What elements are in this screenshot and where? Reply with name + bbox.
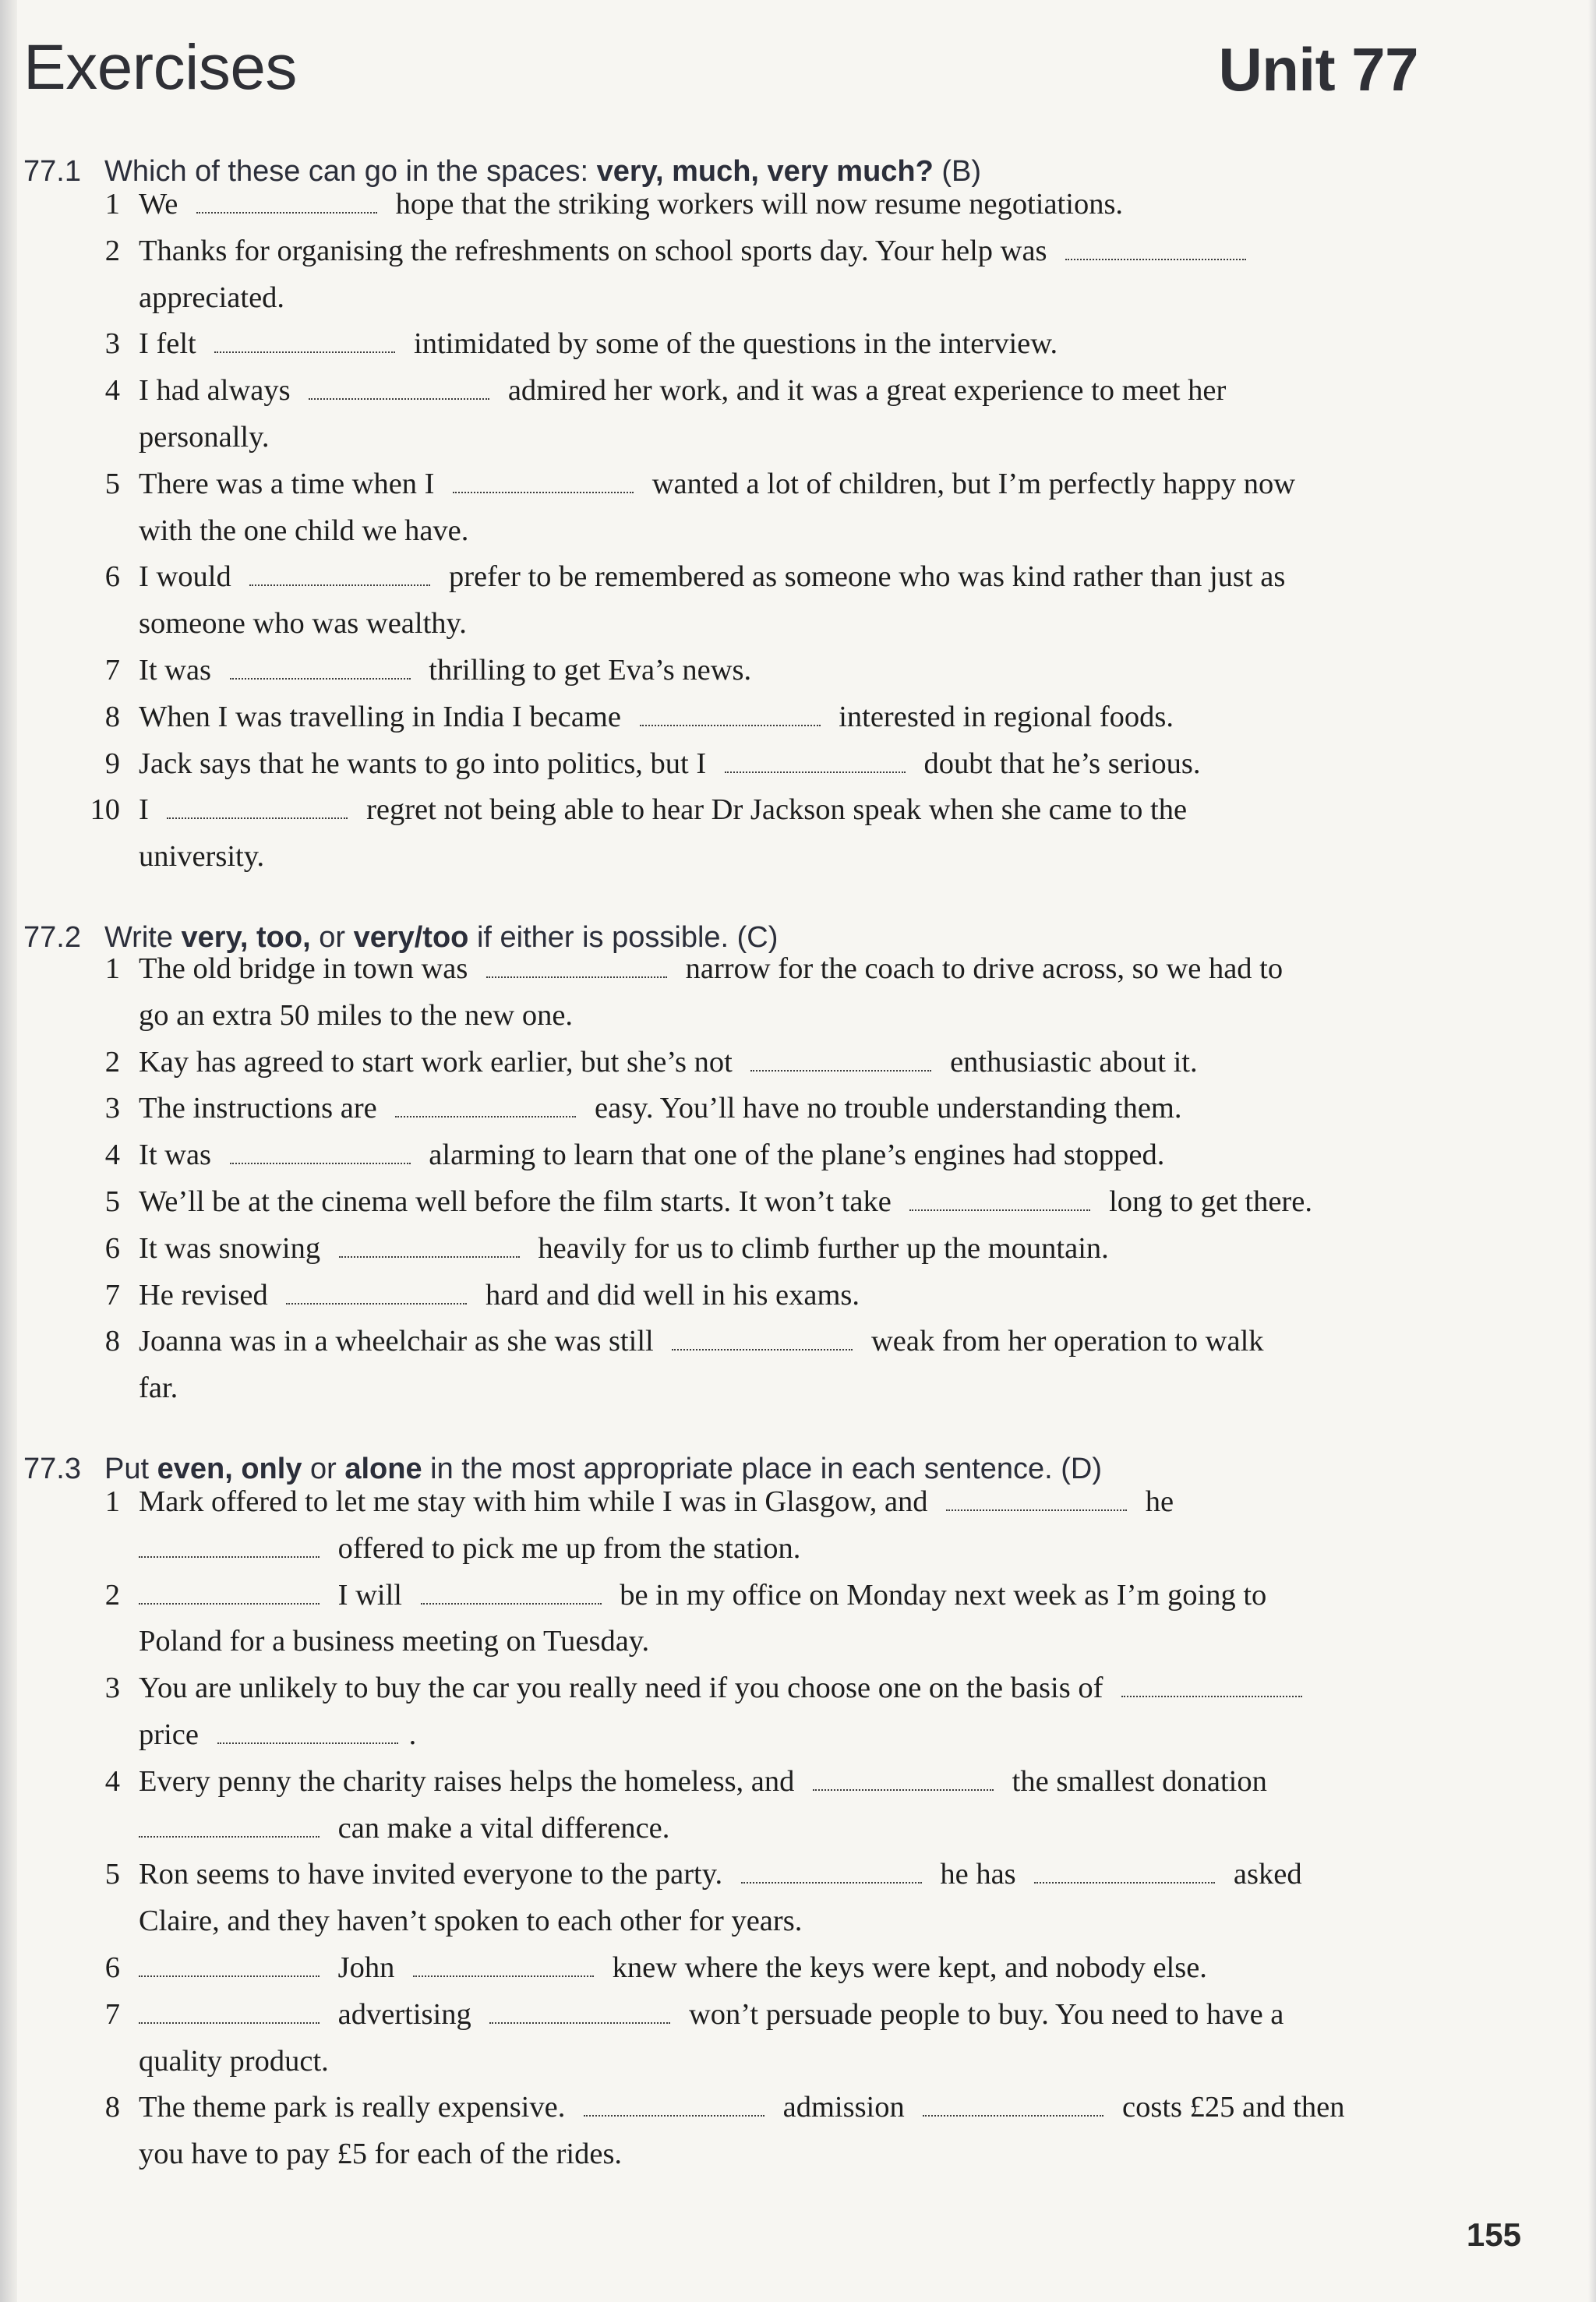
sentence-text: It was xyxy=(139,1139,219,1172)
sentence-text: university. xyxy=(139,840,265,874)
answer-blank[interactable] xyxy=(286,1280,467,1305)
sentence-text: won’t persuade people to buy. You need to have a xyxy=(681,1997,1284,2031)
exercise-number: 77.2 xyxy=(23,921,81,954)
item-number: 1 xyxy=(104,952,120,985)
sentence-text: easy. You’ll have no trouble understanding them. xyxy=(587,1092,1182,1125)
sentence-text: knew where the keys were kept, and nobody else. xyxy=(604,1951,1207,1984)
sentence-text: asked xyxy=(1226,1858,1302,1891)
sentence-continuation xyxy=(139,1527,800,1570)
sentence-text: We xyxy=(139,188,185,221)
sentence-text: offered to pick me up from the station. xyxy=(330,1531,801,1565)
answer-blank[interactable] xyxy=(413,1952,594,1977)
sentence-line xyxy=(139,1319,1264,1363)
item-number: 5 xyxy=(104,1185,120,1218)
sentence-continuation xyxy=(139,1899,802,1943)
sentence-text: admired her work, and it was a great experience to meet her xyxy=(500,374,1227,408)
item-number: 4 xyxy=(104,374,120,408)
item-number: 1 xyxy=(104,188,120,221)
sentence-line xyxy=(139,1273,860,1317)
sentence-text: The instructions are xyxy=(139,1092,385,1125)
sentence-line xyxy=(139,742,1200,786)
sentence-text: enthusiastic about it. xyxy=(942,1045,1198,1079)
sentence-text: Mark offered to let me stay with him while I was in Glasgow, and xyxy=(139,1485,936,1518)
sentence-line xyxy=(139,462,1295,506)
answer-blank[interactable] xyxy=(214,328,395,353)
sentence-text: We’ll be at the cinema well before the film starts. It won’t take xyxy=(139,1185,899,1218)
answer-blank[interactable] xyxy=(640,701,821,726)
sentence-continuation xyxy=(139,1713,416,1757)
item-number: 9 xyxy=(104,747,120,780)
item-number: 8 xyxy=(104,2091,120,2124)
item-number: 6 xyxy=(104,1951,120,1984)
answer-blank[interactable] xyxy=(395,1093,576,1117)
sentence-text: You are unlikely to buy the car you really need if you choose one on the basis of xyxy=(139,1672,1111,1705)
sentence-line xyxy=(139,322,1058,365)
item-number: 3 xyxy=(104,1092,120,1125)
answer-blank[interactable] xyxy=(217,1719,398,1744)
item-number: 7 xyxy=(104,654,120,687)
sentence-text: doubt that he’s serious. xyxy=(916,747,1201,780)
answer-blank[interactable] xyxy=(230,1139,411,1164)
sentence-continuation xyxy=(139,1366,178,1410)
sentence-text: I would xyxy=(139,560,239,594)
sentence-line xyxy=(139,555,1285,598)
sentence-line xyxy=(139,1480,1174,1523)
sentence-text: narrow for the coach to drive across, so we had to xyxy=(677,952,1284,985)
answer-blank[interactable] xyxy=(249,561,430,586)
answer-blank[interactable] xyxy=(750,1047,931,1072)
answer-blank[interactable] xyxy=(489,1999,670,2024)
answer-blank[interactable] xyxy=(230,655,411,680)
instruction-text: if either is possible. (C) xyxy=(468,921,779,954)
exercise-number: 77.1 xyxy=(23,155,81,188)
answer-blank[interactable] xyxy=(923,2092,1103,2117)
unit-label: Unit 77 xyxy=(1218,35,1418,104)
sentence-line xyxy=(139,648,751,692)
sentence-line xyxy=(139,1993,1284,2036)
sentence-continuation xyxy=(139,276,284,320)
answer-blank[interactable] xyxy=(584,2092,764,2117)
exercise-number: 77.3 xyxy=(23,1453,81,1485)
sentence-text: personally. xyxy=(139,421,270,454)
answer-blank[interactable] xyxy=(909,1186,1090,1211)
sentence-text: quality product. xyxy=(139,2044,329,2078)
keyword: very, much, very much? xyxy=(596,155,934,188)
sentence-text: with the one child we have. xyxy=(139,514,469,547)
sentence-line xyxy=(139,1040,1198,1084)
sentence-text: he has xyxy=(932,1858,1024,1891)
answer-blank[interactable] xyxy=(946,1486,1127,1511)
sentence-line xyxy=(139,1946,1207,1990)
sentence-text: be in my office on Monday next week as I’m going to xyxy=(612,1578,1267,1612)
sentence-text: long to get there. xyxy=(1101,1185,1312,1218)
sentence-text: Claire, and they haven’t spoken to each other for years. xyxy=(139,1905,803,1938)
answer-blank[interactable] xyxy=(139,1952,320,1977)
sentence-text: I will xyxy=(330,1578,410,1612)
answer-blank[interactable] xyxy=(139,1533,320,1558)
item-number: 10 xyxy=(90,793,120,827)
sentence-text: John xyxy=(330,1951,402,1984)
item-number: 5 xyxy=(104,1858,120,1891)
sentence-text: Kay has agreed to start work earlier, but she’s not xyxy=(139,1045,740,1079)
answer-blank[interactable] xyxy=(139,1580,320,1605)
item-number: 6 xyxy=(104,560,120,594)
sentence-continuation xyxy=(139,415,270,459)
sentence-line xyxy=(139,1086,1182,1130)
sentence-line xyxy=(139,1180,1312,1223)
sentence-text: advertising xyxy=(330,1997,479,2031)
sentence-text: thrilling to get Eva’s news. xyxy=(421,654,752,687)
answer-blank[interactable] xyxy=(167,794,348,819)
keyword: alone xyxy=(344,1453,422,1485)
instruction-text: (B) xyxy=(933,155,982,188)
answer-blank[interactable] xyxy=(139,1813,320,1838)
item-number: 2 xyxy=(104,1045,120,1079)
sentence-text: wanted a lot of children, but I’m perfectly happy now xyxy=(644,467,1296,500)
sentence-text: Thanks for organising the refreshments on school sports day. Your help was xyxy=(139,234,1055,267)
answer-blank[interactable] xyxy=(813,1766,994,1791)
sentence-continuation xyxy=(139,509,468,553)
sentence-continuation xyxy=(139,1806,669,1850)
answer-blank[interactable] xyxy=(196,189,377,214)
sentence-text: someone who was wealthy. xyxy=(139,607,467,641)
sentence-text: he xyxy=(1138,1485,1174,1518)
sentence-continuation xyxy=(139,2039,329,2083)
sentence-continuation xyxy=(139,2132,622,2176)
item-number: 5 xyxy=(104,467,120,500)
instruction-text: Which of these can go in the spaces: xyxy=(104,155,597,188)
sentence-line xyxy=(139,1573,1266,1617)
sentence-text: admission xyxy=(775,2091,913,2124)
answer-blank[interactable] xyxy=(139,1999,320,2024)
sentence-text: far. xyxy=(139,1372,178,1405)
keyword: very/too xyxy=(353,921,469,954)
sentence-line xyxy=(139,229,1257,273)
sentence-text: I had always xyxy=(139,374,298,408)
page-number: 155 xyxy=(1466,2216,1521,2253)
sentence-continuation xyxy=(139,994,573,1037)
sentence-line xyxy=(139,1666,1313,1710)
sentence-text: go an extra 50 miles to the new one. xyxy=(139,998,574,1032)
sentence-text: When I was travelling in India I became xyxy=(139,700,629,733)
answer-blank[interactable] xyxy=(1034,1859,1215,1884)
item-number: 2 xyxy=(104,1578,120,1612)
sentence-text: Joanna was in a wheelchair as she was still xyxy=(139,1325,662,1358)
answer-blank[interactable] xyxy=(741,1859,922,1884)
instruction-text: Put xyxy=(104,1453,157,1485)
item-number: 7 xyxy=(104,1997,120,2031)
answer-blank[interactable] xyxy=(339,1233,520,1258)
sentence-text: weak from her operation to walk xyxy=(863,1325,1264,1358)
item-number: 6 xyxy=(104,1231,120,1265)
sentence-text: the smallest donation xyxy=(1005,1764,1267,1798)
sentence-text: hard and did well in his exams. xyxy=(478,1278,860,1312)
sentence-text: hope that the striking workers will now resume negotiations. xyxy=(387,188,1124,221)
item-number: 4 xyxy=(104,1139,120,1172)
page-edge-right xyxy=(1588,0,1596,2302)
item-number: 4 xyxy=(104,1764,120,1798)
sentence-text: you have to pay £5 for each of the rides. xyxy=(139,2138,623,2171)
sentence-line xyxy=(139,369,1226,412)
sentence-text: regret not being able to hear Dr Jackson speak when she came to the xyxy=(358,793,1188,827)
sentence-text: There was a time when I xyxy=(139,467,443,500)
item-number: 8 xyxy=(104,700,120,733)
sentence-text: appreciated. xyxy=(139,281,285,314)
sentence-text: can make a vital difference. xyxy=(330,1811,670,1845)
sentence-text: interested in regional foods. xyxy=(831,700,1174,733)
item-number: 3 xyxy=(104,327,120,361)
instruction-text: Write xyxy=(104,921,182,954)
sentence-text: Every penny the charity raises helps the homeless, and xyxy=(139,1764,803,1798)
sentence-text: It was xyxy=(139,654,219,687)
sentence-text: I felt xyxy=(139,327,204,361)
instruction-text: or xyxy=(302,1453,345,1485)
sentence-text: price xyxy=(139,1718,207,1751)
sentence-line xyxy=(139,2085,1345,2129)
answer-blank[interactable] xyxy=(1121,1672,1302,1697)
sentence-line xyxy=(139,182,1123,226)
sentence-text: I xyxy=(139,793,157,827)
sentence-line xyxy=(139,1227,1109,1270)
item-number: 1 xyxy=(104,1485,120,1518)
item-number: 3 xyxy=(104,1672,120,1705)
sentence-continuation xyxy=(139,835,264,878)
instruction-text: or xyxy=(310,921,354,954)
sentence-text: Jack says that he wants to go into politics, but I xyxy=(139,747,714,780)
sentence-line xyxy=(139,947,1283,990)
sentence-text: It was snowing xyxy=(139,1231,328,1265)
sentence-line xyxy=(139,788,1187,831)
sentence-text: Ron seems to have invited everyone to the party. xyxy=(139,1858,730,1891)
answer-blank[interactable] xyxy=(309,375,489,400)
sentence-line xyxy=(139,1852,1302,1896)
answer-blank[interactable] xyxy=(421,1580,602,1605)
sentence-text: Poland for a business meeting on Tuesday. xyxy=(139,1625,650,1658)
keyword: even, only xyxy=(157,1453,302,1485)
answer-blank[interactable] xyxy=(486,953,667,978)
sentence-text: He revised xyxy=(139,1278,276,1312)
item-number: 8 xyxy=(104,1325,120,1358)
answer-blank[interactable] xyxy=(453,468,634,493)
sentence-continuation xyxy=(139,602,467,645)
sentence-text: heavily for us to climb further up the mountain. xyxy=(530,1231,1109,1265)
keyword: very, too, xyxy=(181,921,311,954)
answer-blank[interactable] xyxy=(1065,235,1246,260)
instruction-text: in the most appropriate place in each sentence. (D) xyxy=(422,1453,1102,1485)
answer-blank[interactable] xyxy=(672,1326,853,1350)
sentence-text: The theme park is really expensive. xyxy=(139,2091,573,2124)
sentence-line xyxy=(139,1133,1164,1177)
sentence-text: . xyxy=(408,1718,417,1751)
page-title: Exercises xyxy=(23,32,297,103)
sentence-text: intimidated by some of the questions in the interview. xyxy=(406,327,1058,361)
sentence-text: The old bridge in town was xyxy=(139,952,475,985)
sentence-text: costs £25 and then xyxy=(1114,2091,1345,2124)
item-number: 7 xyxy=(104,1278,120,1312)
sentence-text: alarming to learn that one of the plane’s engines had stopped. xyxy=(421,1139,1165,1172)
sentence-text: prefer to be remembered as someone who was kind rather than just as xyxy=(441,560,1286,594)
sentence-line xyxy=(139,695,1174,739)
sentence-continuation xyxy=(139,1619,649,1663)
sentence-line xyxy=(139,1760,1267,1803)
answer-blank[interactable] xyxy=(725,748,906,773)
item-number: 2 xyxy=(104,234,120,267)
